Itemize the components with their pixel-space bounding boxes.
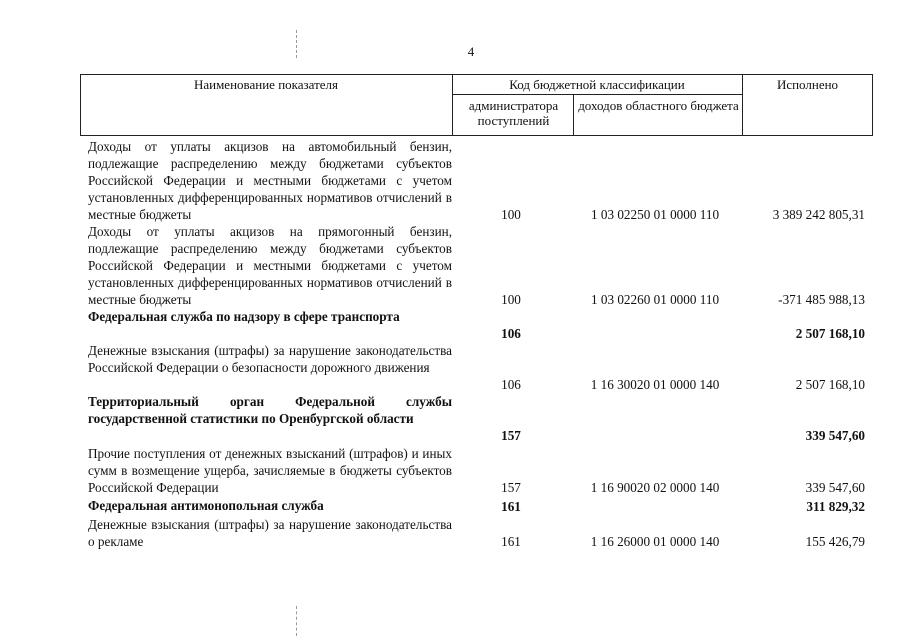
row-admin-code: 106 — [501, 326, 521, 341]
row-revenue-code: 1 16 26000 01 0000 140 — [590, 534, 720, 549]
table-row-section — [80, 497, 873, 515]
header-revenue: доходов областного бюджета — [578, 98, 739, 113]
row-amount: 2 507 168,10 — [795, 377, 865, 392]
fold-mark-top — [296, 30, 298, 58]
row-name: Федеральная антимонопольная служба — [88, 498, 324, 513]
row-amount: 339 547,60 — [805, 428, 865, 443]
row-admin-code: 106 — [501, 377, 521, 392]
table-row — [80, 138, 873, 223]
row-amount: 339 547,60 — [805, 480, 865, 495]
row-revenue-code: 1 03 02250 01 0000 110 — [590, 207, 720, 222]
row-amount: 2 507 168,10 — [795, 326, 865, 341]
row-name: Федеральная служба по надзору в сфере транспорта — [88, 309, 400, 324]
row-revenue-code: 1 16 90020 02 0000 140 — [590, 480, 720, 495]
row-revenue-code: 1 16 30020 01 0000 140 — [590, 377, 720, 392]
row-name: Прочие поступления от денежных взысканий (штрафов) и иных сумм в возмещение ущерба, зачисляемые в бюджеты субъектов Российской Федерации — [88, 446, 452, 495]
table-row-section — [80, 308, 873, 342]
page-number: 4 — [467, 44, 475, 59]
table-row — [80, 516, 873, 550]
row-admin-code: 157 — [501, 480, 521, 495]
row-admin-code: 157 — [501, 428, 521, 443]
row-revenue-code: 1 03 02260 01 0000 110 — [590, 292, 720, 307]
row-admin-code: 161 — [501, 499, 521, 514]
table-row — [80, 223, 873, 308]
table-row-section — [80, 393, 873, 444]
header-code-group: Код бюджетной классификации — [509, 77, 685, 92]
fold-mark-bottom — [296, 606, 298, 636]
row-name: Денежные взыскания (штрафы) за нарушение законодательства Российской Федерации о безопасности дорожного движения — [88, 343, 452, 375]
header-name: Наименование показателя — [193, 77, 339, 92]
row-admin-code: 161 — [501, 534, 521, 549]
row-admin-code: 100 — [501, 207, 521, 222]
row-amount: -371 485 988,13 — [778, 292, 865, 307]
table-row — [80, 445, 873, 496]
row-name: Доходы от уплаты акцизов на автомобильный бензин, подлежащие распределению между бюджетами субъектов Российской Федерации и местными бюджетами с учетом установленных дифференцированных нормативов отчислений в местные бюджеты — [88, 139, 452, 222]
table-row — [80, 342, 873, 393]
row-name: Доходы от уплаты акцизов на прямогонный бензин, подлежащие распределению между бюджетами субъектов Российской Федерации и местными бюджетами с учетом установленных дифференцированных нормативов отчислений в местные бюджеты — [88, 224, 452, 307]
row-amount: 311 829,32 — [806, 499, 865, 514]
row-amount: 3 389 242 805,31 — [772, 207, 865, 222]
row-amount: 155 426,79 — [805, 534, 865, 549]
table-header — [80, 74, 873, 136]
row-name: Территориальный орган Федеральной службы государственной статистики по Оренбургской области — [88, 394, 452, 426]
header-executed: Исполнено — [776, 77, 839, 92]
row-name: Денежные взыскания (штрафы) за нарушение законодательства о рекламе — [88, 517, 452, 549]
header-admin: администратора поступлений — [468, 98, 559, 128]
row-admin-code: 100 — [501, 292, 521, 307]
